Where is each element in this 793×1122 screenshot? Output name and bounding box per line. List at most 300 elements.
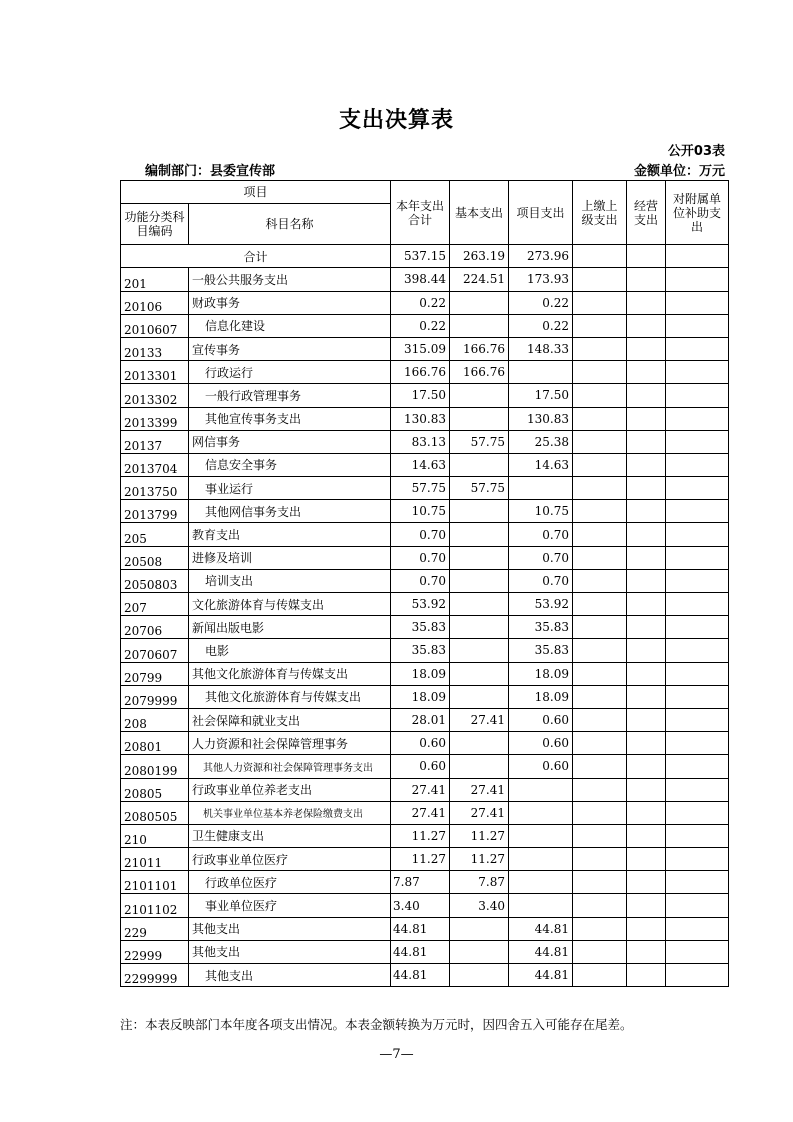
row-subsidiary (666, 801, 729, 824)
row-remit (573, 291, 627, 314)
total-sum: 537.15 (391, 245, 450, 268)
header-code: 功能分类科目编码 (121, 204, 189, 245)
table-row (121, 685, 729, 708)
row-name: 其他支出 (189, 917, 391, 940)
row-total: 0.60 (391, 755, 450, 778)
row-total: 18.09 (391, 662, 450, 685)
row-subsidiary (666, 778, 729, 801)
table-row (121, 453, 729, 476)
row-remit (573, 569, 627, 592)
row-remit (573, 430, 627, 453)
row-basic: 166.76 (450, 361, 509, 384)
table-row (121, 824, 729, 847)
row-basic (450, 755, 509, 778)
row-code: 20133 (121, 337, 189, 360)
row-operating (627, 964, 666, 987)
row-subsidiary (666, 384, 729, 407)
table-row (121, 755, 729, 778)
row-total: 315.09 (391, 337, 450, 360)
row-project (509, 824, 573, 847)
row-subsidiary (666, 314, 729, 337)
row-operating (627, 384, 666, 407)
row-subsidiary (666, 940, 729, 963)
row-code: 20805 (121, 778, 189, 801)
row-basic (450, 732, 509, 755)
row-basic: 27.41 (450, 778, 509, 801)
table-row (121, 616, 729, 639)
row-remit (573, 940, 627, 963)
row-name: 文化旅游体育与传媒支出 (189, 593, 391, 616)
row-remit (573, 407, 627, 430)
row-name: 培训支出 (189, 569, 391, 592)
row-code: 2070607 (121, 639, 189, 662)
row-project: 35.83 (509, 616, 573, 639)
row-total: 0.70 (391, 569, 450, 592)
table-row (121, 964, 729, 987)
row-basic (450, 639, 509, 662)
row-name: 事业单位医疗 (189, 894, 391, 917)
row-total: 27.41 (391, 778, 450, 801)
row-operating (627, 824, 666, 847)
row-basic (450, 616, 509, 639)
table-row (121, 523, 729, 546)
row-code: 2050803 (121, 569, 189, 592)
row-basic (450, 964, 509, 987)
row-project: 0.22 (509, 314, 573, 337)
row-project: 25.38 (509, 430, 573, 453)
row-name: 财政事务 (189, 291, 391, 314)
row-subsidiary (666, 755, 729, 778)
row-remit (573, 361, 627, 384)
row-project (509, 848, 573, 871)
row-name: 行政事业单位养老支出 (189, 778, 391, 801)
row-basic (450, 523, 509, 546)
page-number: —7— (379, 1047, 414, 1062)
row-project (509, 801, 573, 824)
row-code: 2079999 (121, 685, 189, 708)
row-code: 20508 (121, 546, 189, 569)
row-name: 其他支出 (189, 964, 391, 987)
row-total: 130.83 (391, 407, 450, 430)
row-basic: 166.76 (450, 337, 509, 360)
row-remit (573, 337, 627, 360)
row-subsidiary (666, 268, 729, 291)
row-basic: 11.27 (450, 848, 509, 871)
table-row (121, 871, 729, 894)
row-project: 18.09 (509, 662, 573, 685)
table-row (121, 848, 729, 871)
row-remit (573, 268, 627, 291)
row-total: 27.41 (391, 801, 450, 824)
header-project: 项目 (121, 181, 391, 204)
row-basic (450, 593, 509, 616)
row-total: 44.81 (391, 940, 450, 963)
total-basic: 263.19 (450, 245, 509, 268)
row-total: 53.92 (391, 593, 450, 616)
row-basic (450, 384, 509, 407)
row-code: 20706 (121, 616, 189, 639)
row-name: 教育支出 (189, 523, 391, 546)
row-operating (627, 337, 666, 360)
row-name: 一般公共服务支出 (189, 268, 391, 291)
row-code: 2013399 (121, 407, 189, 430)
row-operating (627, 593, 666, 616)
row-subsidiary (666, 546, 729, 569)
row-operating (627, 917, 666, 940)
row-operating (627, 732, 666, 755)
total-remit (573, 245, 627, 268)
row-subsidiary (666, 964, 729, 987)
row-name: 其他支出 (189, 940, 391, 963)
row-project (509, 894, 573, 917)
row-basic (450, 314, 509, 337)
row-subsidiary (666, 662, 729, 685)
row-operating (627, 639, 666, 662)
row-basic: 57.75 (450, 430, 509, 453)
total-label: 合计 (121, 245, 391, 268)
row-subsidiary (666, 593, 729, 616)
row-remit (573, 848, 627, 871)
row-operating (627, 708, 666, 731)
row-operating (627, 546, 666, 569)
row-operating (627, 569, 666, 592)
table-row (121, 662, 729, 685)
row-name: 卫生健康支出 (189, 824, 391, 847)
row-code: 208 (121, 708, 189, 731)
row-total: 35.83 (391, 616, 450, 639)
row-remit (573, 453, 627, 476)
row-total: 0.70 (391, 523, 450, 546)
row-project (509, 871, 573, 894)
row-total: 57.75 (391, 477, 450, 500)
row-basic: 27.41 (450, 801, 509, 824)
table-row (121, 708, 729, 731)
row-remit (573, 824, 627, 847)
row-subsidiary (666, 453, 729, 476)
row-name: 机关事业单位基本养老保险缴费支出 (189, 801, 391, 824)
row-code: 20801 (121, 732, 189, 755)
row-basic: 57.75 (450, 477, 509, 500)
table-row (121, 639, 729, 662)
row-project (509, 778, 573, 801)
table-row (121, 894, 729, 917)
row-subsidiary (666, 824, 729, 847)
row-project: 10.75 (509, 500, 573, 523)
header-basic: 基本支出 (450, 181, 509, 245)
row-project: 173.93 (509, 268, 573, 291)
row-remit (573, 616, 627, 639)
row-project: 17.50 (509, 384, 573, 407)
row-total: 44.81 (391, 917, 450, 940)
row-code: 21011 (121, 848, 189, 871)
unit-label: 金额单位：万元 (633, 164, 725, 179)
row-operating (627, 616, 666, 639)
row-total: 11.27 (391, 848, 450, 871)
row-total: 0.22 (391, 314, 450, 337)
row-subsidiary (666, 616, 729, 639)
row-operating (627, 407, 666, 430)
row-remit (573, 384, 627, 407)
row-project: 0.70 (509, 569, 573, 592)
row-subsidiary (666, 894, 729, 917)
row-project: 0.60 (509, 708, 573, 731)
row-operating (627, 801, 666, 824)
row-basic (450, 940, 509, 963)
row-basic (450, 407, 509, 430)
row-code: 229 (121, 917, 189, 940)
row-project: 53.92 (509, 593, 573, 616)
table-row (121, 500, 729, 523)
row-remit (573, 314, 627, 337)
row-subsidiary (666, 732, 729, 755)
row-operating (627, 778, 666, 801)
row-subsidiary (666, 477, 729, 500)
row-total: 83.13 (391, 430, 450, 453)
table-row (121, 337, 729, 360)
row-code: 2080199 (121, 755, 189, 778)
row-operating (627, 871, 666, 894)
table-row (121, 268, 729, 291)
row-name: 事业运行 (189, 477, 391, 500)
row-remit (573, 894, 627, 917)
row-project: 0.70 (509, 523, 573, 546)
total-operating (627, 245, 666, 268)
row-remit (573, 778, 627, 801)
table-row (121, 361, 729, 384)
row-name: 一般行政管理事务 (189, 384, 391, 407)
header-subsidiary: 对附属单位补助支出 (666, 181, 729, 245)
table-row (121, 477, 729, 500)
row-operating (627, 430, 666, 453)
row-basic (450, 546, 509, 569)
row-remit (573, 662, 627, 685)
row-name: 进修及培训 (189, 546, 391, 569)
row-remit (573, 593, 627, 616)
row-code: 22999 (121, 940, 189, 963)
row-subsidiary (666, 708, 729, 731)
row-project: 148.33 (509, 337, 573, 360)
table-row (121, 732, 729, 755)
row-code: 2101102 (121, 894, 189, 917)
row-name: 信息化建设 (189, 314, 391, 337)
row-project: 44.81 (509, 917, 573, 940)
row-code: 2013799 (121, 500, 189, 523)
row-total: 18.09 (391, 685, 450, 708)
row-operating (627, 477, 666, 500)
row-code: 210 (121, 824, 189, 847)
row-total: 0.70 (391, 546, 450, 569)
row-subsidiary (666, 917, 729, 940)
row-name: 社会保障和就业支出 (189, 708, 391, 731)
row-project: 0.60 (509, 755, 573, 778)
row-name: 其他人力资源和社会保障管理事务支出 (189, 755, 391, 778)
row-subsidiary (666, 337, 729, 360)
row-operating (627, 361, 666, 384)
row-code: 2101101 (121, 871, 189, 894)
row-basic (450, 291, 509, 314)
table-row (121, 546, 729, 569)
row-remit (573, 546, 627, 569)
row-code: 20106 (121, 291, 189, 314)
row-subsidiary (666, 848, 729, 871)
total-row (121, 245, 729, 268)
header-name: 科目名称 (189, 204, 391, 245)
row-code: 20137 (121, 430, 189, 453)
row-operating (627, 848, 666, 871)
row-project: 44.81 (509, 940, 573, 963)
row-name: 新闻出版电影 (189, 616, 391, 639)
row-basic (450, 569, 509, 592)
row-code: 2080505 (121, 801, 189, 824)
row-project: 0.60 (509, 732, 573, 755)
row-name: 行政运行 (189, 361, 391, 384)
row-code: 201 (121, 268, 189, 291)
row-name: 人力资源和社会保障管理事务 (189, 732, 391, 755)
row-project (509, 361, 573, 384)
row-operating (627, 662, 666, 685)
row-operating (627, 453, 666, 476)
row-total: 398.44 (391, 268, 450, 291)
row-subsidiary (666, 871, 729, 894)
row-remit (573, 639, 627, 662)
row-operating (627, 894, 666, 917)
row-remit (573, 917, 627, 940)
row-remit (573, 685, 627, 708)
row-subsidiary (666, 569, 729, 592)
row-operating (627, 940, 666, 963)
footnote: 注：本表反映部门本年度各项支出情况。本表金额转换为万元时，因四舍五入可能存在尾差。 (120, 1017, 633, 1032)
row-total: 0.22 (391, 291, 450, 314)
table-row (121, 569, 729, 592)
row-basic: 11.27 (450, 824, 509, 847)
row-subsidiary (666, 685, 729, 708)
row-project: 0.22 (509, 291, 573, 314)
row-subsidiary (666, 639, 729, 662)
row-operating (627, 523, 666, 546)
row-total: 11.27 (391, 824, 450, 847)
row-remit (573, 523, 627, 546)
header-total: 本年支出合计 (391, 181, 450, 245)
table-row (121, 593, 729, 616)
row-total: 44.81 (391, 964, 450, 987)
row-name: 其他文化旅游体育与传媒支出 (189, 662, 391, 685)
row-operating (627, 685, 666, 708)
row-operating (627, 755, 666, 778)
row-code: 2013301 (121, 361, 189, 384)
row-subsidiary (666, 523, 729, 546)
table-row (121, 917, 729, 940)
row-name: 信息安全事务 (189, 453, 391, 476)
row-total: 17.50 (391, 384, 450, 407)
form-number: 公开03表 (667, 144, 725, 159)
row-subsidiary (666, 430, 729, 453)
row-code: 20799 (121, 662, 189, 685)
table-row (121, 291, 729, 314)
header-remit: 上缴上级支出 (573, 181, 627, 245)
table-row (121, 430, 729, 453)
row-code: 207 (121, 593, 189, 616)
row-basic (450, 685, 509, 708)
table-row (121, 407, 729, 430)
row-operating (627, 291, 666, 314)
row-code: 2013302 (121, 384, 189, 407)
row-basic (450, 917, 509, 940)
department-label: 编制部门：县委宣传部 (145, 164, 276, 179)
row-total: 166.76 (391, 361, 450, 384)
row-basic (450, 662, 509, 685)
row-basic (450, 500, 509, 523)
total-subsidiary (666, 245, 729, 268)
row-project: 130.83 (509, 407, 573, 430)
row-code: 2010607 (121, 314, 189, 337)
row-project: 0.70 (509, 546, 573, 569)
page-title: 支出决算表 (338, 108, 454, 133)
row-total: 35.83 (391, 639, 450, 662)
row-name: 网信事务 (189, 430, 391, 453)
row-remit (573, 801, 627, 824)
row-subsidiary (666, 291, 729, 314)
row-total: 7.87 (391, 871, 450, 894)
total-project: 273.96 (509, 245, 573, 268)
row-basic: 27.41 (450, 708, 509, 731)
row-basic (450, 453, 509, 476)
row-name: 行政单位医疗 (189, 871, 391, 894)
table-row (121, 940, 729, 963)
row-total: 3.40 (391, 894, 450, 917)
row-project: 14.63 (509, 453, 573, 476)
row-code: 205 (121, 523, 189, 546)
row-project: 35.83 (509, 639, 573, 662)
row-total: 14.63 (391, 453, 450, 476)
row-operating (627, 314, 666, 337)
row-subsidiary (666, 407, 729, 430)
row-project: 44.81 (509, 964, 573, 987)
row-project (509, 477, 573, 500)
row-project: 18.09 (509, 685, 573, 708)
row-remit (573, 708, 627, 731)
row-operating (627, 268, 666, 291)
row-remit (573, 755, 627, 778)
table-row (121, 314, 729, 337)
row-code: 2013750 (121, 477, 189, 500)
row-remit (573, 871, 627, 894)
row-subsidiary (666, 361, 729, 384)
table-row (121, 778, 729, 801)
row-code: 2299999 (121, 964, 189, 987)
row-operating (627, 500, 666, 523)
row-name: 其他宣传事务支出 (189, 407, 391, 430)
row-code: 2013704 (121, 453, 189, 476)
row-name: 行政事业单位医疗 (189, 848, 391, 871)
row-total: 28.01 (391, 708, 450, 731)
expenditure-table (120, 180, 729, 987)
row-subsidiary (666, 500, 729, 523)
row-name: 其他网信事务支出 (189, 500, 391, 523)
row-remit (573, 964, 627, 987)
row-basic: 224.51 (450, 268, 509, 291)
row-remit (573, 477, 627, 500)
header-operating: 经营支出 (627, 181, 666, 245)
row-name: 电影 (189, 639, 391, 662)
table-row (121, 384, 729, 407)
row-basic: 7.87 (450, 871, 509, 894)
row-name: 其他文化旅游体育与传媒支出 (189, 685, 391, 708)
table-row (121, 801, 729, 824)
row-total: 0.60 (391, 732, 450, 755)
row-basic: 3.40 (450, 894, 509, 917)
row-name: 宣传事务 (189, 337, 391, 360)
row-remit (573, 732, 627, 755)
